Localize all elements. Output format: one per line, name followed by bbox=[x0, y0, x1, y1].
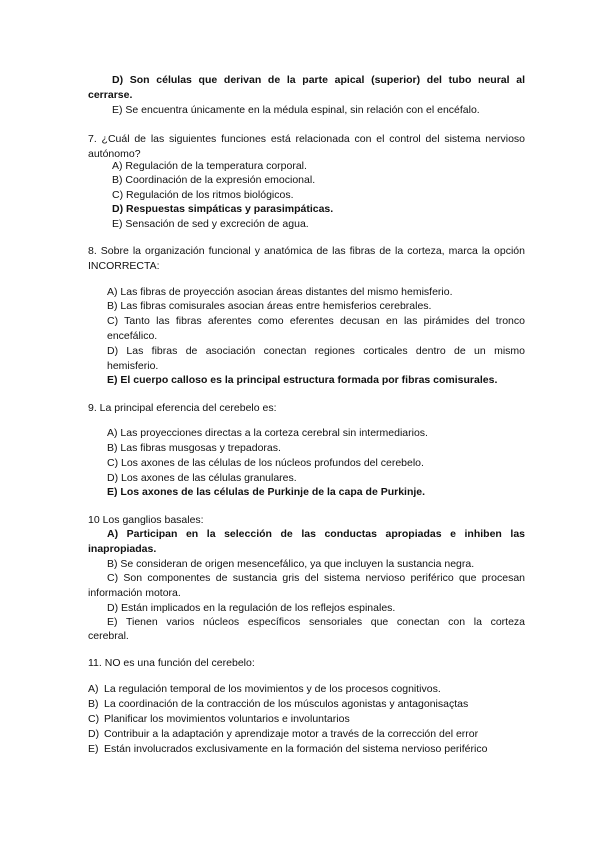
q7-option-e: E) Sensación de sed y excreción de agua. bbox=[112, 218, 309, 230]
q7-stem-line1: 7. ¿Cuál de las siguientes funciones está relacionada con el control del sistema nervioso bbox=[88, 133, 525, 145]
q8-option-b: B) Las fibras comisurales asocian áreas entre hemisferios cerebrales. bbox=[107, 300, 432, 312]
q11-option-b bbox=[88, 697, 468, 712]
q9-stem: 9. La principal eferencia del cerebelo es: bbox=[88, 402, 277, 414]
q7-option-b: B) Coordinación de la expresión emocional. bbox=[112, 174, 316, 186]
q7-stem-line2: autónomo? bbox=[88, 148, 141, 160]
prev-option-e: E) Se encuentra únicamente en la médula espinal, sin relación con el encéfalo. bbox=[112, 104, 480, 116]
q9-option-d: D) Los axones de las células granulares. bbox=[107, 472, 297, 484]
q7-option-d-correct: D) Respuestas simpáticas y parasimpáticas. bbox=[112, 203, 334, 215]
q11-option-b-text: La coordinación de la contracción de los músculos agonistas y antagonisaçtas bbox=[104, 698, 469, 710]
q9-option-c: C) Los axones de las células de los núcleos profundos del cerebelo. bbox=[107, 457, 424, 469]
q10-option-c-line1: C) Son componentes de sustancia gris del sistema nervioso periférico que procesan bbox=[107, 572, 525, 584]
prev-option-d-line2: cerrarse. bbox=[88, 89, 133, 101]
q11-option-b-label: B) bbox=[88, 698, 99, 710]
q10-option-a-line2: inapropiadas. bbox=[88, 543, 157, 555]
q11-option-e bbox=[88, 742, 487, 757]
q11-option-c bbox=[88, 712, 350, 727]
prev-option-d-line1: D) Son células que derivan de la parte apical (superior) del tubo neural al bbox=[112, 74, 525, 86]
q11-option-d-label: D) bbox=[88, 728, 100, 740]
q11-option-c-label: C) bbox=[88, 713, 100, 725]
q9-option-e-correct: E) Los axones de las células de Purkinje de la capa de Purkinje. bbox=[107, 486, 426, 498]
q10-option-d: D) Están implicados en la regulación de los reflejos espinales. bbox=[107, 602, 396, 614]
q7-option-c: C) Regulación de los ritmos biológicos. bbox=[112, 189, 294, 201]
q8-stem-line1: 8. Sobre la organización funcional y anatómica de las fibras de la corteza, marca la opción bbox=[88, 245, 525, 257]
q11-option-d-text: Contribuir a la adaptación y aprendizaje motor a través de la corrección del error bbox=[104, 728, 479, 740]
q11-option-c-text: Planificar los movimientos voluntarios e involuntarios bbox=[104, 713, 350, 725]
q11-option-a-text: La regulación temporal de los movimientos y de los procesos cognitivos. bbox=[104, 683, 441, 695]
q11-stem: 11. NO es una función del cerebelo: bbox=[88, 657, 255, 669]
q11-option-d bbox=[88, 727, 478, 742]
q10-stem: 10 Los ganglios basales: bbox=[88, 514, 204, 526]
q8-option-d-line2: hemisferio. bbox=[107, 360, 159, 372]
q8-option-d-line1: D) Las fibras de asociación conectan regiones corticales dentro de un mismo bbox=[107, 345, 525, 357]
q11-option-a bbox=[88, 682, 441, 697]
q8-option-c-line1: C) Tanto las fibras aferentes como eferentes decusan en las pirámides del tronco bbox=[107, 315, 525, 327]
q8-option-c-line2: encefálico. bbox=[107, 330, 158, 342]
q10-option-a-line1: A) Participan en la selección de las conductas apropiadas e inhiben las bbox=[107, 528, 525, 540]
q10-option-e-line1: E) Tienen varios núcleos específicos sensoriales que conectan con la corteza bbox=[107, 616, 525, 628]
q11-option-a-label: A) bbox=[88, 683, 99, 695]
q8-option-e-correct: E) El cuerpo calloso es la principal estructura formada por fibras comisurales. bbox=[107, 374, 498, 386]
q10-option-e-line2: cerebral. bbox=[88, 630, 129, 642]
q10-option-b: B) Se consideran de origen mesencefálico, ya que incluyen la sustancia negra. bbox=[107, 558, 475, 570]
q7-option-a: A) Regulación de la temperatura corporal. bbox=[112, 160, 307, 172]
q8-option-a: A) Las fibras de proyección asocian áreas distantes del mismo hemisferio. bbox=[107, 286, 453, 298]
q11-option-e-text: Están involucrados exclusivamente en la formación del sistema nervioso periférico bbox=[104, 743, 488, 755]
q8-stem-line2: INCORRECTA: bbox=[88, 260, 160, 272]
q9-option-b: B) Las fibras musgosas y trepadoras. bbox=[107, 442, 281, 454]
q9-option-a: A) Las proyecciones directas a la corteza cerebral sin intermediarios. bbox=[107, 427, 428, 439]
q11-option-e-label: E) bbox=[88, 743, 99, 755]
q10-option-c-line2: información motora. bbox=[88, 587, 181, 599]
